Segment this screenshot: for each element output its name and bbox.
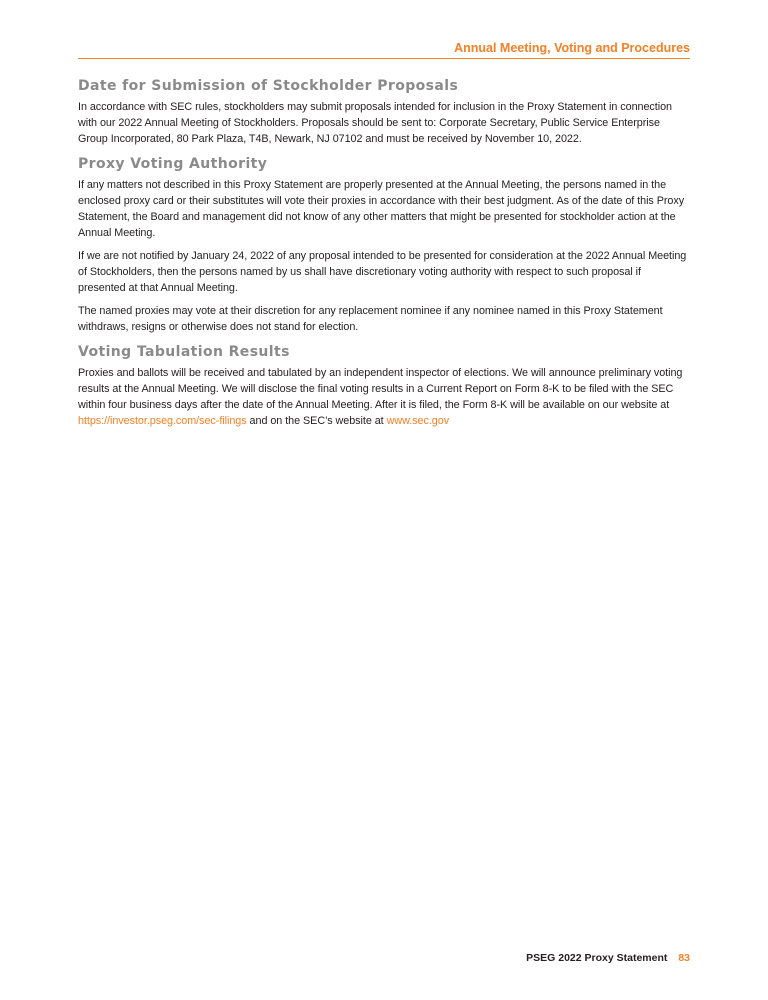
section-heading: Proxy Voting Authority bbox=[78, 156, 268, 172]
paragraph-text: and on the SEC’s website at bbox=[249, 415, 384, 427]
page-footer bbox=[526, 952, 690, 964]
paragraph: If we are not notified by January 24, 2022 of any proposal intended to be presented for consideration at the 2022 Annual Meeting of Stockholders, then the persons named by us shall have discretionary voting authority with respect to such proposal if presented at that Annual Meeting. bbox=[78, 250, 687, 294]
footer-doc-title: PSEG 2022 Proxy Statement bbox=[526, 952, 668, 964]
sec-filings-link[interactable]: https://investor.pseg.com/sec-filings bbox=[78, 415, 247, 427]
paragraph: In accordance with SEC rules, stockholders may submit proposals intended for inclusion in the Proxy Statement in connection with our 2022 Annual Meeting of Stockholders. Proposals should be sent to: Corporate Secretary, Public Service Enterprise Group Incorporated, 80 Park Plaza, T4B, Newark, NJ 07102 and must be received by November 10, 2022. bbox=[78, 101, 672, 145]
paragraph: The named proxies may vote at their discretion for any replacement nominee if any nominee named in this Proxy Statement withdraws, resigns or otherwise does not stand for election. bbox=[78, 305, 663, 333]
document-body bbox=[78, 78, 690, 438]
header-title: Annual Meeting, Voting and Procedures bbox=[454, 41, 690, 55]
running-header bbox=[78, 41, 690, 59]
section-stockholder-proposals bbox=[78, 78, 690, 147]
paragraph-text: Proxies and ballots will be received and tabulated by an independent inspector of elections. We will announce preliminary voting results at the Annual Meeting. We will disclose the final voting results in a Current Report on Form 8-K to be filed with the SEC within four business days after the date of the Annual Meeting. After it is filed, the Form 8-K will be available on our website at bbox=[78, 367, 683, 411]
section-heading: Voting Tabulation Results bbox=[78, 344, 290, 360]
section-proxy-voting-authority bbox=[78, 156, 690, 335]
section-heading: Date for Submission of Stockholder Proposals bbox=[78, 78, 459, 94]
sec-website-link[interactable]: www.sec.gov bbox=[386, 415, 450, 427]
page-number: 83 bbox=[678, 952, 690, 964]
paragraph bbox=[78, 365, 690, 429]
section-voting-tabulation bbox=[78, 344, 690, 429]
paragraph: If any matters not described in this Proxy Statement are properly presented at the Annual Meeting, the persons named in the enclosed proxy card or their substitutes will vote their proxies in accordance with their best judgment. As of the date of this Proxy Statement, the Board and management did not know of any other matters that might be presented for stockholder action at the Annual Meeting. bbox=[78, 179, 685, 239]
